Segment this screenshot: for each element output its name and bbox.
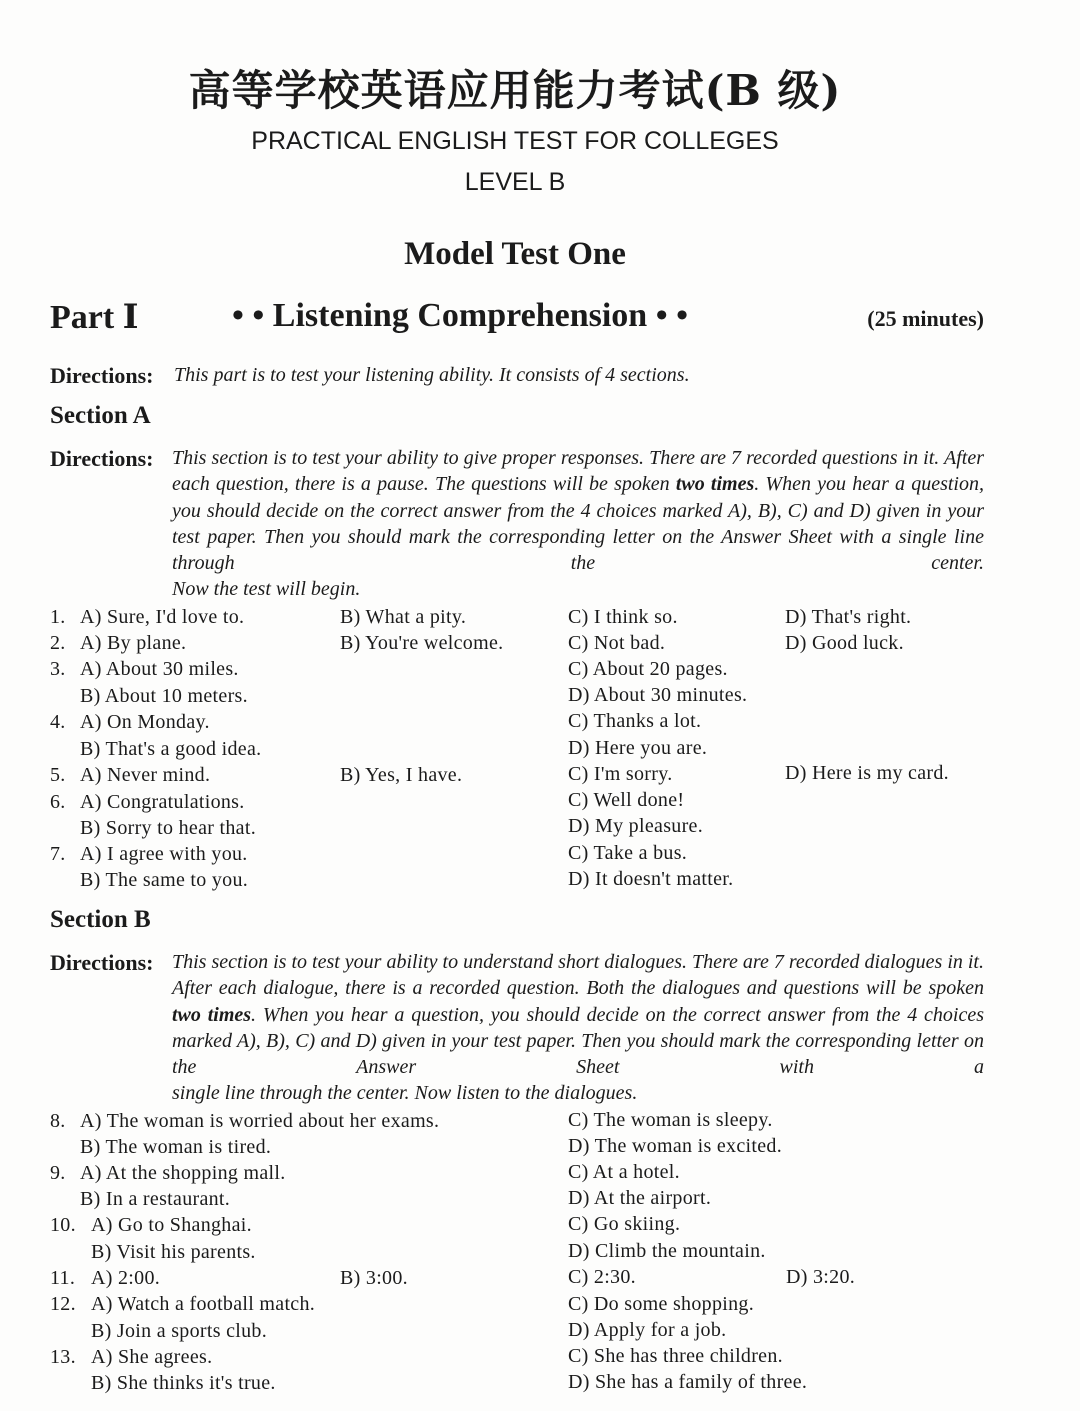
section-a-directions (172, 445, 984, 603)
section-b-directions (172, 949, 984, 1107)
question-number: 7. (50, 843, 66, 865)
question-number: 10. (50, 1214, 76, 1236)
part-time: (25 minutes) (867, 306, 984, 331)
option-c: C) Go skiing. (568, 1213, 681, 1235)
option-a: A) By plane. (80, 632, 187, 654)
option-b: B) Yes, I have. (340, 764, 463, 786)
option-c: C) Thanks a lot. (568, 710, 702, 732)
section-a-directions-label: Directions: (50, 446, 154, 471)
section-b-directions-last: single line through the center. Now listen to the dialogues. (172, 1082, 638, 1105)
question-number: 6. (50, 791, 66, 813)
option-c: C) Well done! (568, 789, 685, 811)
section-a-directions-bold: two times (675, 473, 755, 496)
option-b: B) In a restaurant. (80, 1188, 231, 1210)
option-c: C) I think so. (568, 606, 678, 628)
section-a-heading: Section A (50, 402, 151, 429)
option-d: D) My pleasure. (568, 815, 704, 837)
option-a: A) Never mind. (80, 764, 211, 786)
option-c: C) She has three children. (568, 1345, 783, 1367)
option-d: D) She has a family of three. (568, 1371, 808, 1393)
model-test-title: Model Test One (404, 236, 626, 272)
option-d: D) About 30 minutes. (568, 684, 748, 706)
option-b: B) 3:00. (340, 1267, 408, 1289)
option-d: D) Good luck. (785, 632, 904, 654)
option-c: C) The woman is sleepy. (568, 1109, 773, 1131)
section-a-directions-text-2: . When you hear a question, you should decide on the correct answer from the 4 choices marked A), B), C) and D) given in your test paper. Then you should mark the corresponding letter on the Answer Sheet with a single line through the center. (172, 473, 984, 575)
option-b: B) That's a good idea. (80, 738, 262, 760)
option-c: C) Take a bus. (568, 842, 688, 864)
option-a: A) 2:00. (91, 1267, 161, 1289)
option-b: B) The same to you. (80, 869, 249, 891)
option-d: D) 3:20. (786, 1266, 856, 1288)
option-a: A) Go to Shanghai. (91, 1214, 252, 1236)
question-number: 8. (50, 1110, 66, 1132)
option-d: D) The woman is excited. (568, 1135, 782, 1157)
question-number: 3. (50, 658, 66, 680)
option-d: D) At the airport. (568, 1187, 712, 1209)
option-c: C) At a hotel. (568, 1161, 680, 1183)
option-d: D) Climb the mountain. (568, 1240, 766, 1262)
option-a: A) Sure, I'd love to. (80, 606, 245, 628)
directions-text: This part is to test your listening ability. It consists of 4 sections. (174, 364, 690, 386)
option-a: A) I agree with you. (80, 843, 248, 865)
section-b-heading: Section B (50, 906, 151, 933)
option-a: A) She agrees. (91, 1346, 213, 1368)
option-a: A) The woman is worried about her exams. (80, 1110, 440, 1132)
option-a: A) Congratulations. (80, 791, 245, 813)
section-b-directions-label: Directions: (50, 950, 154, 975)
option-b: B) She thinks it's true. (91, 1372, 276, 1394)
part-label: Part Ⅰ (50, 299, 139, 336)
option-d: D) That's right. (785, 606, 912, 628)
question-number: 2. (50, 632, 66, 654)
option-c: C) 2:30. (568, 1266, 636, 1288)
question-number: 9. (50, 1162, 66, 1184)
question-number: 5. (50, 764, 66, 786)
directions-label: Directions: (50, 363, 154, 388)
option-c: C) Not bad. (568, 632, 666, 654)
part-title: • • Listening Comprehension • • (232, 297, 688, 334)
question-number: 11. (50, 1267, 76, 1289)
option-d: D) Here is my card. (785, 762, 949, 784)
option-b: B) Join a sports club. (91, 1320, 268, 1342)
option-a: A) At the shopping mall. (80, 1162, 286, 1184)
option-b: B) The woman is tired. (80, 1136, 272, 1158)
question-number: 1. (50, 606, 66, 628)
question-number: 13. (50, 1346, 76, 1368)
section-b-directions-text: This section is to test your ability to understand short dialogues. There are 7 recorded dialogues in it. After each dialogue, there is a recorded question. Both the dialogues and questions will be spoken (172, 951, 984, 1000)
option-c: C) About 20 pages. (568, 658, 728, 680)
english-title: PRACTICAL ENGLISH TEST FOR COLLEGES (251, 127, 779, 155)
section-b-directions-text-2: . When you hear a question, you should decide on the correct answer from the 4 choices marked A), B), C) and D) given in your test paper. Then you should mark the corresponding letter on the Answer Sheet with a (172, 1003, 984, 1079)
option-a: A) About 30 miles. (80, 658, 239, 680)
option-b: B) You're welcome. (340, 632, 504, 654)
chinese-title: 高等学校英语应用能力考试(B 级) (188, 66, 842, 115)
option-a: A) Watch a football match. (91, 1293, 316, 1315)
option-b: B) Visit his parents. (91, 1241, 256, 1263)
option-b: B) About 10 meters. (80, 685, 248, 707)
option-c: C) Do some shopping. (568, 1293, 754, 1315)
option-d: D) Here you are. (568, 737, 708, 759)
section-a-directions-text: This section is to test your ability to give proper responses. There are 7 recorded questions in it. After each question, there is a pause. The questions will be spoken (172, 447, 984, 496)
option-c: C) I'm sorry. (568, 763, 673, 785)
option-a: A) On Monday. (80, 711, 210, 733)
question-number: 4. (50, 711, 66, 733)
option-b: B) What a pity. (340, 606, 467, 628)
option-d: D) Apply for a job. (568, 1319, 727, 1341)
section-a-directions-last: Now the test will begin. (172, 578, 361, 601)
option-b: B) Sorry to hear that. (80, 817, 257, 839)
option-d: D) It doesn't matter. (568, 868, 734, 890)
section-b-directions-bold: two times (172, 1003, 252, 1026)
level-label: LEVEL B (464, 168, 566, 196)
question-number: 12. (50, 1293, 76, 1315)
